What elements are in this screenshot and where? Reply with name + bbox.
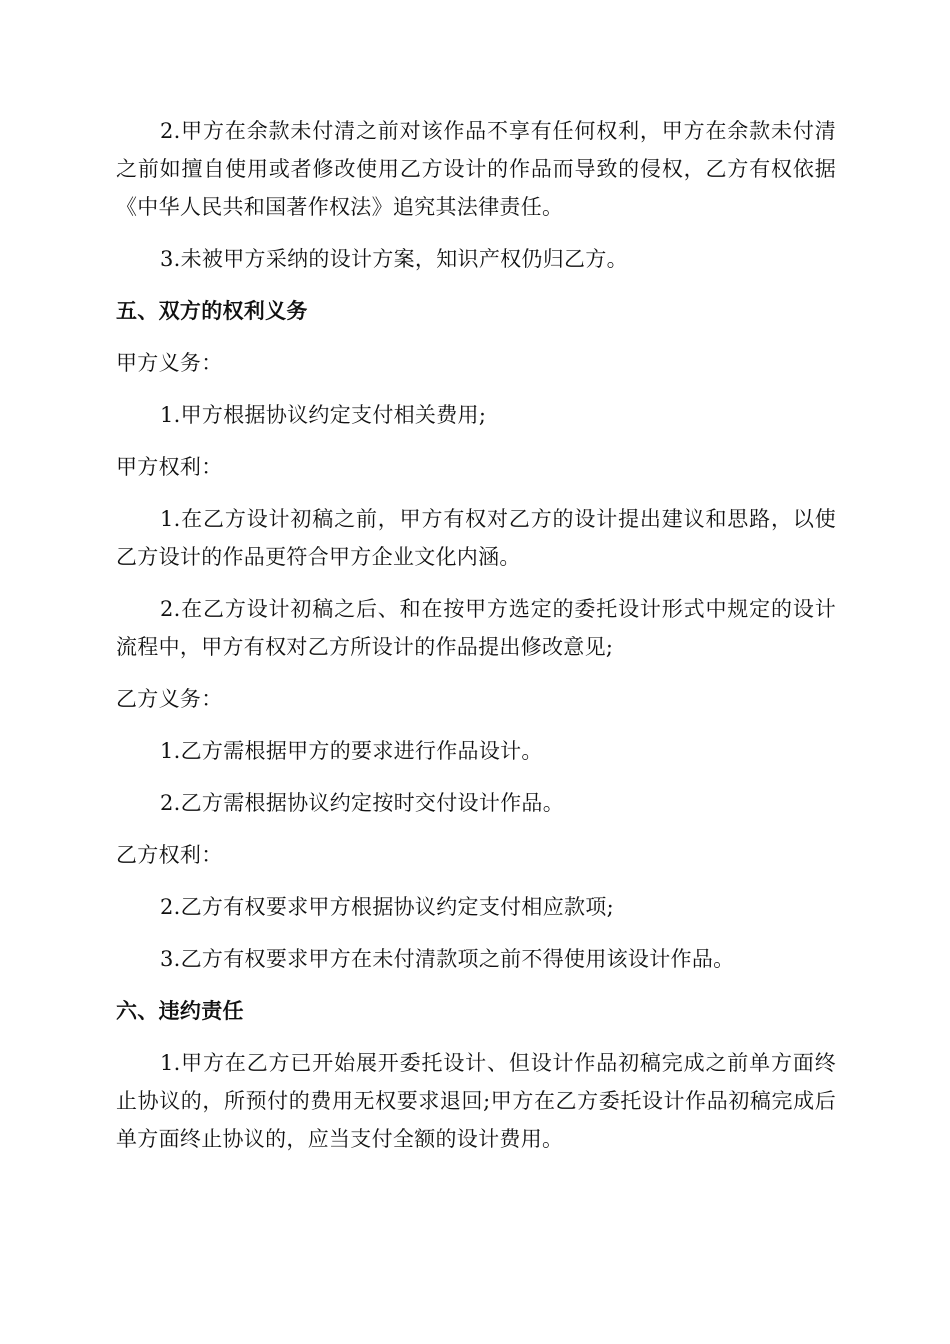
section-heading: 六、违约责任 [116,999,244,1023]
clause-paragraph: 1.乙方需根据甲方的要求进行作品设计。 [160,739,543,763]
subsection-label: 乙方义务： [116,687,223,711]
clause-paragraph: 3.未被甲方采纳的设计方案，知识产权仍归乙方。 [160,247,628,271]
subsection-label: 甲方义务： [116,351,223,375]
clause-paragraph: 1.甲方根据协议约定支付相关费用; [160,403,487,427]
clause-paragraph: 2.乙方需根据协议约定按时交付设计作品。 [160,791,565,815]
clause-paragraph: 2.甲方在余款未付清之前对该作品不享有任何权利，甲方在余款未付清之前如擅自使用或者修改使用乙方设计的作品而导致的侵权，乙方有权依据《中华人民共和国著作权法》追究其法律责任。 [116,119,836,219]
clause-paragraph: 1.在乙方设计初稿之前，甲方有权对乙方的设计提出建议和思路，以使乙方设计的作品更符合甲方企业文化内涵。 [116,507,836,569]
subsection-label: 甲方权利： [116,455,223,479]
document-page [116,112,836,1158]
subsection-label: 乙方权利： [116,843,223,867]
clause-paragraph: 1.甲方在乙方已开始展开委托设计、但设计作品初稿完成之前单方面终止协议的，所预付的费用无权要求退回;甲方在乙方委托设计作品初稿完成后单方面终止协议的，应当支付全额的设计费用。 [116,1051,836,1151]
clause-paragraph: 3.乙方有权要求甲方在未付清款项之前不得使用该设计作品。 [160,947,735,971]
clause-paragraph: 2.乙方有权要求甲方根据协议约定支付相应款项; [160,895,615,919]
section-heading: 五、双方的权利义务 [116,299,308,323]
clause-paragraph: 2.在乙方设计初稿之后、和在按甲方选定的委托设计形式中规定的设计流程中，甲方有权对乙方所设计的作品提出修改意见; [116,597,836,659]
